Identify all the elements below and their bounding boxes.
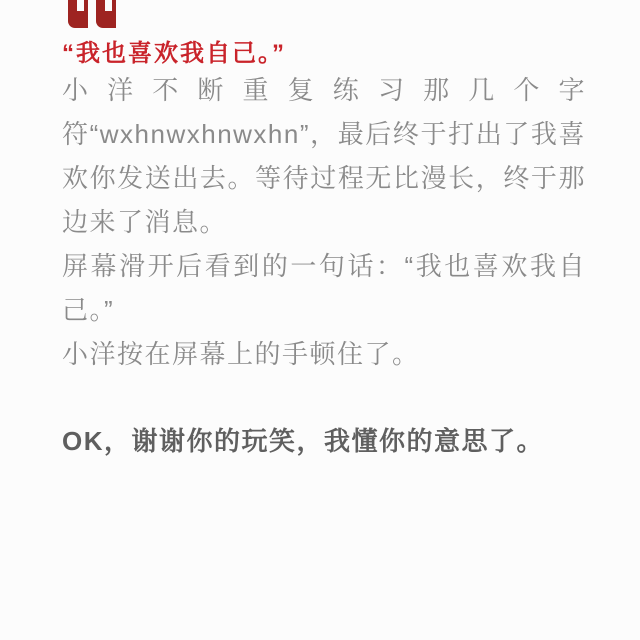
quote-glyph-right bbox=[96, 0, 116, 28]
paragraph-hand-paused: 小洋按在屏幕上的手顿住了。 bbox=[62, 339, 420, 369]
paragraph-screen-reply: 屏幕滑开后看到的一句话：“我也喜欢我自己。” bbox=[62, 251, 586, 325]
pull-quote-heading: “我也喜欢我自己。” bbox=[62, 40, 286, 67]
quote-glyph-left bbox=[68, 0, 88, 28]
paragraph-typing-practice: 小洋不断重复练习那几个字符“wxhnwxhnwxhn”，最后终于打出了我喜欢你发送出去。等待过程无比漫长，终于那边来了消息。 bbox=[62, 75, 586, 237]
closing-line: OK，谢谢你的玩笑，我懂你的意思了。 bbox=[62, 426, 545, 456]
double-quote-icon bbox=[68, 0, 116, 28]
